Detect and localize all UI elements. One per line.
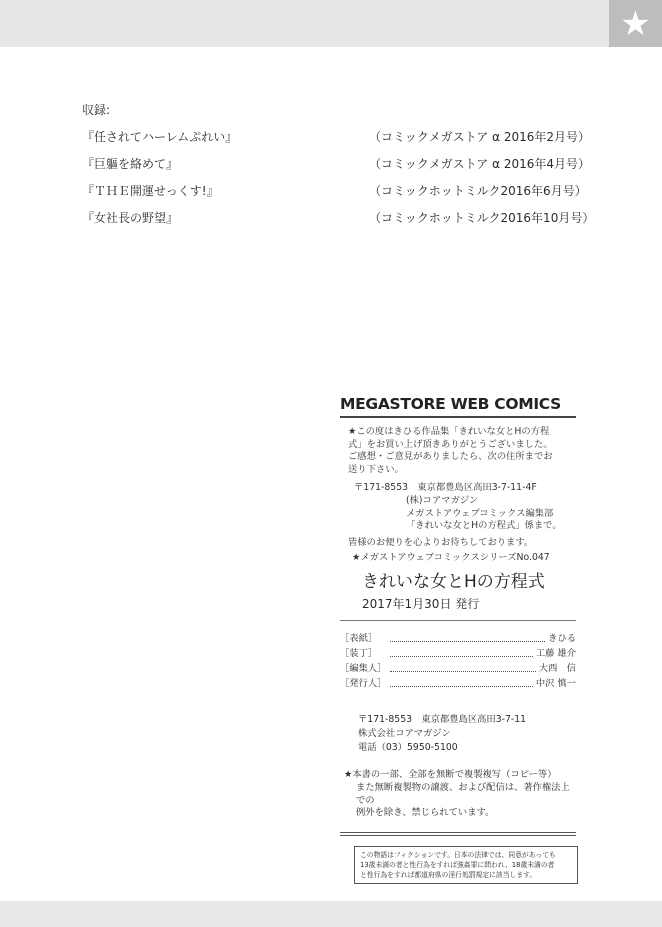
invite-text: 皆様のお便りを心よりお待ちしております。 xyxy=(348,536,534,548)
mail-address: 〒171-8553 東京都豊島区高田3-7-11-4F (株)コアマガジン メガストアウェブコミックス編集部 「きれいな女とHの方程式」係まで。 xyxy=(354,482,562,532)
series-number: ★メガストアウェブコミックスシリーズNo.047 xyxy=(352,552,550,564)
story-title: 『巨軀を絡めて』 xyxy=(82,157,179,171)
story-source: （コミックメガストア α 2016年4月号） xyxy=(369,157,590,171)
publisher-info: 〒171-8553 東京都豊島区高田3-7-11 株式会社コアマガジン 電話（03）5950-5100 xyxy=(358,713,527,753)
star-icon: ★ xyxy=(620,3,651,44)
credits-list xyxy=(340,631,576,691)
double-rule xyxy=(340,832,576,836)
colophon xyxy=(340,395,576,884)
star-badge xyxy=(609,0,662,47)
story-title: 『女社長の野望』 xyxy=(82,211,179,225)
book-title: きれいな女とHの方程式 xyxy=(362,571,545,592)
contents-item xyxy=(82,182,602,209)
credit-row: ［編集人］ 大西 信 xyxy=(340,662,576,674)
story-source: （コミックメガストア α 2016年2月号） xyxy=(369,130,590,144)
contents-heading: 収録: xyxy=(82,103,111,117)
bottom-band xyxy=(0,901,662,927)
credit-row: ［表紙］ きひる xyxy=(340,632,576,644)
contents-item xyxy=(82,128,602,155)
story-source: （コミックホットミルク2016年6月号） xyxy=(369,184,587,198)
story-source: （コミックホットミルク2016年10月号） xyxy=(369,211,595,225)
brand-rule xyxy=(340,416,576,418)
contents-list xyxy=(82,101,602,236)
story-title: 『任されてハーレムぷれい』 xyxy=(82,130,238,144)
thanks-note: ★この度はきひる作品集「きれいな女とHの方程 式」をお買い上げ頂きありがとうございました。 ご感想・ご意見がありましたら、次の住所までお 送り下さい。 xyxy=(348,426,553,475)
credit-row: ［発行人］ 中沢 慎一 xyxy=(340,677,576,689)
publish-date: 2017年1月30日 発行 xyxy=(362,596,480,611)
fiction-disclaimer: この物語はフィクションです。日本の法律では、同意があっても 13歳未満の者と性行為をすれば強姦罪に問われ、18歳未満の者 と性行為をすれば都道府県の淫行処罰規定に該当します。 xyxy=(354,846,578,884)
rights-notice: ★本書の一部、全部を無断で複製複写（コピー等） また無断複製物の譲渡、および配信は、著作権法上での 例外を除き、禁じられています。 xyxy=(344,768,570,819)
divider xyxy=(340,620,576,621)
brand-logo: MEGASTORE WEB COMICS xyxy=(340,395,562,413)
contents-item xyxy=(82,155,602,182)
story-title: 『ＴＨＥ開運せっくす!』 xyxy=(82,184,219,198)
top-band xyxy=(0,0,662,47)
credit-row: ［装丁］ 工藤 雄介 xyxy=(340,647,576,659)
contents-item xyxy=(82,209,602,236)
